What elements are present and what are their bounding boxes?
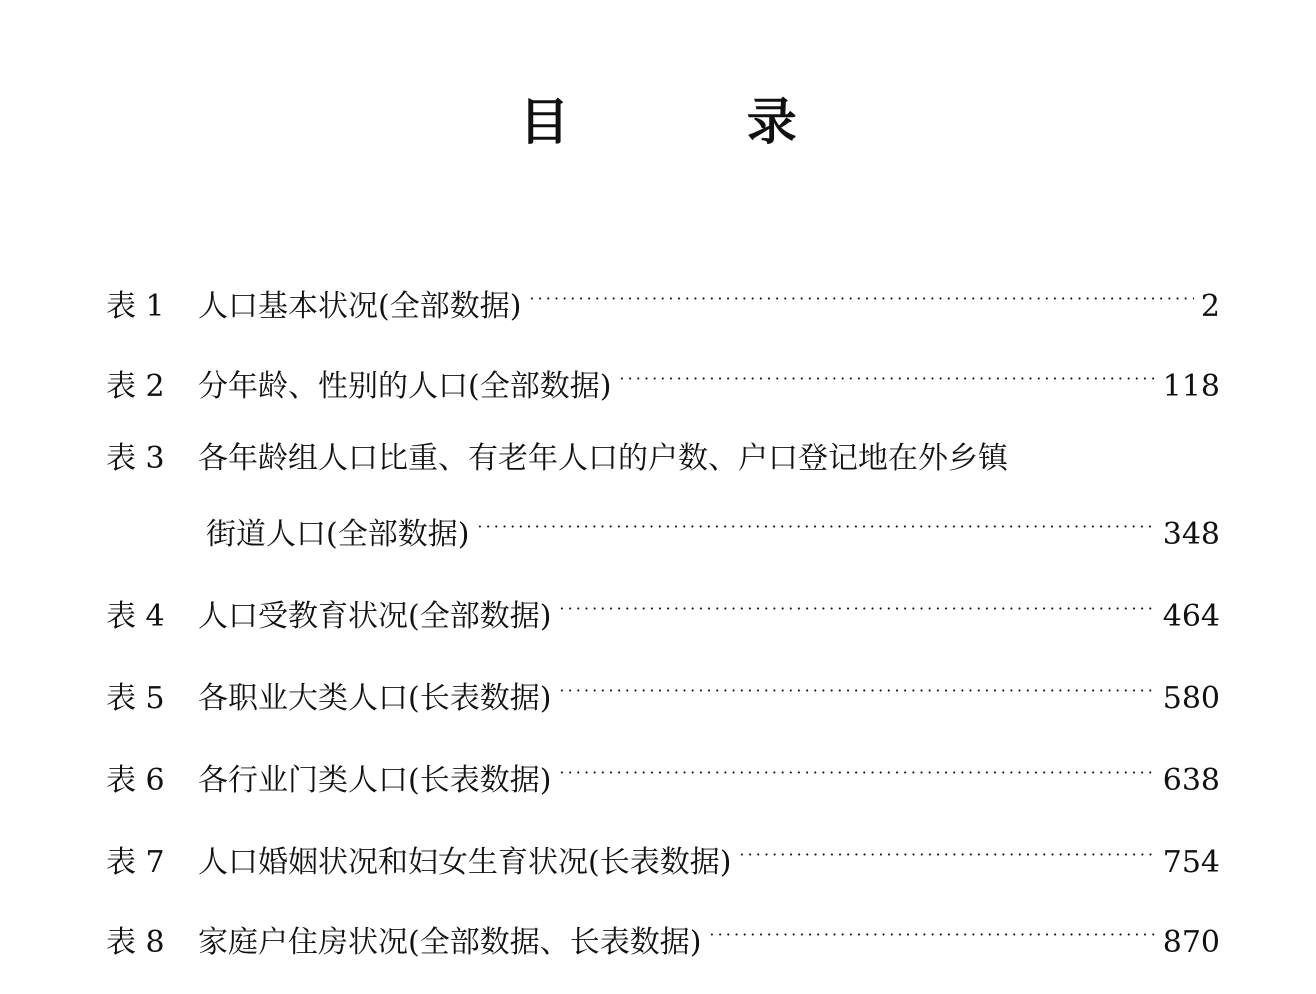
- toc-entry-label: 表 5: [106, 681, 165, 716]
- toc-entry-3[interactable]: [106, 442, 1220, 476]
- toc-entry-page: 638: [1162, 763, 1220, 798]
- dot-leader: [739, 838, 1156, 872]
- toc-entry-label: 表 6: [106, 763, 165, 798]
- toc-entry-label: 表 3: [106, 441, 165, 476]
- toc-entry-title: 人口受教育状况(全部数据): [198, 599, 552, 634]
- toc-entry-page: 464: [1162, 599, 1220, 634]
- table-of-contents: [106, 282, 1220, 960]
- dot-leader: [559, 756, 1156, 790]
- toc-entry-2[interactable]: [106, 362, 1220, 404]
- toc-entry-page: 580: [1162, 681, 1220, 716]
- toc-entry-page: 870: [1162, 925, 1220, 960]
- toc-entry-label: 表 2: [106, 369, 165, 404]
- toc-entry-label: 表 7: [106, 845, 165, 880]
- toc-entry-title: 各职业大类人口(长表数据): [198, 681, 552, 716]
- toc-entry-8[interactable]: [106, 918, 1220, 960]
- dot-leader: [559, 674, 1156, 708]
- toc-entry-6[interactable]: [106, 756, 1220, 798]
- dot-leader: [477, 510, 1156, 544]
- dot-leader: [619, 362, 1156, 396]
- toc-entry-label: 表 8: [106, 925, 165, 960]
- toc-entry-title: 家庭户住房状况(全部数据、长表数据): [198, 925, 702, 960]
- toc-entry-title: 各行业门类人口(长表数据): [198, 763, 552, 798]
- toc-entry-3-continuation[interactable]: [106, 510, 1220, 552]
- toc-entry-page: 348: [1162, 517, 1220, 552]
- page-title: 目 录: [519, 93, 877, 151]
- toc-entry-title: 人口基本状况(全部数据): [198, 289, 522, 324]
- toc-entry-7[interactable]: [106, 838, 1220, 880]
- toc-entry-1[interactable]: [106, 282, 1220, 324]
- toc-entry-title: 各年龄组人口比重、有老年人口的户数、户口登记地在外乡镇: [198, 441, 1008, 476]
- toc-entry-page: 2: [1200, 289, 1220, 324]
- toc-entry-label: 表 4: [106, 599, 165, 634]
- toc-entry-page: 754: [1162, 845, 1220, 880]
- dot-leader: [529, 282, 1194, 316]
- toc-entry-title: 人口婚姻状况和妇女生育状况(长表数据): [198, 845, 732, 880]
- toc-entry-title: 分年龄、性别的人口(全部数据): [198, 369, 612, 404]
- toc-entry-page: 118: [1162, 369, 1220, 404]
- toc-entry-4[interactable]: [106, 592, 1220, 634]
- dot-leader: [559, 592, 1156, 626]
- toc-entry-title: 街道人口(全部数据): [206, 517, 470, 552]
- dot-leader: [709, 918, 1156, 952]
- toc-entry-label: 表 1: [106, 289, 165, 324]
- toc-entry-5[interactable]: [106, 674, 1220, 716]
